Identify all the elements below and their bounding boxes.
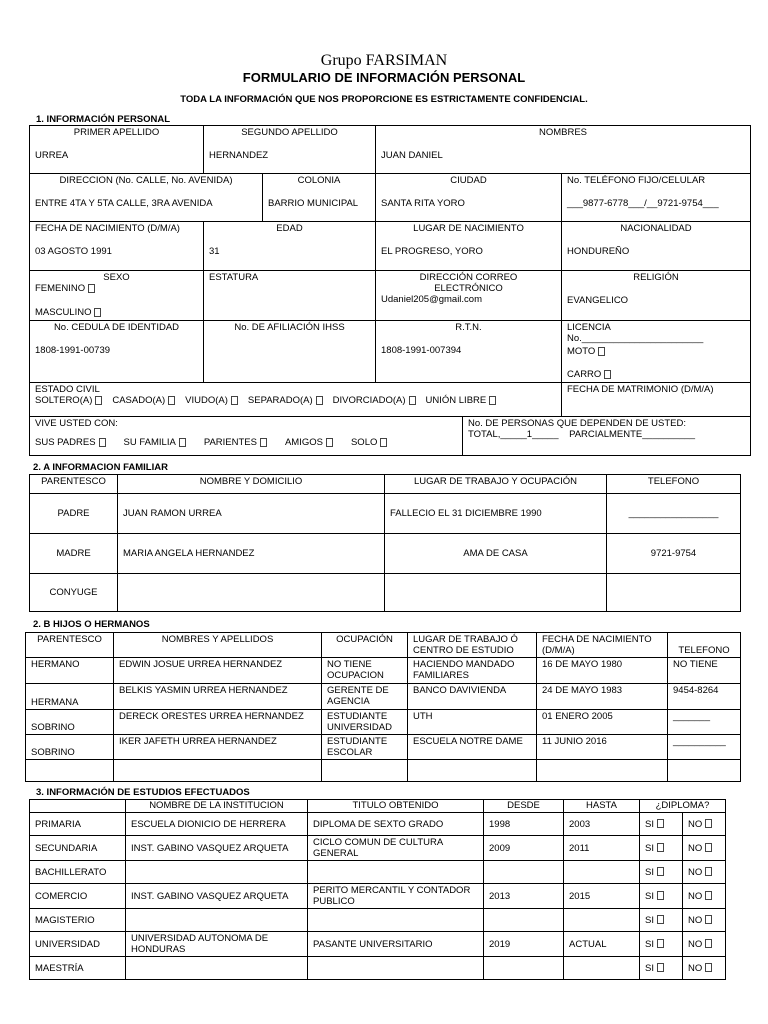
vive-con-checkbox[interactable]	[326, 438, 333, 447]
siblings-header-cell: NOMBRES Y APELLIDOS	[114, 633, 322, 658]
siblings-header-cell: TELEFONO	[668, 633, 741, 658]
siblings-cell: HERMANA	[26, 684, 114, 710]
siblings-cell[interactable]: 24 DE MAYO 1983	[537, 684, 668, 710]
vive-con-checkbox[interactable]	[380, 438, 387, 447]
colonia-cell[interactable]: COLONIA BARRIO MUNICIPAL	[263, 174, 376, 222]
siblings-cell[interactable]	[322, 760, 408, 782]
family-header-row	[30, 475, 741, 494]
studies-cell[interactable]: DIPLOMA DE SEXTO GRADO	[308, 813, 484, 836]
studies-cell[interactable]	[484, 957, 564, 980]
studies-row	[30, 813, 726, 836]
siblings-cell[interactable]: NO TIENE	[668, 658, 741, 684]
studies-cell[interactable]	[564, 861, 640, 884]
siblings-header-cell: FECHA DE NACIMIENTO (D/M/A)	[537, 633, 668, 658]
estado-civil-checkbox[interactable]	[168, 396, 175, 405]
personal-row-2	[29, 173, 751, 222]
nacionalidad-cell[interactable]: NACIONALIDAD HONDUREÑO	[562, 222, 751, 271]
family-cell[interactable]: AMA DE CASA	[385, 534, 607, 574]
siblings-cell: SOBRINO	[26, 735, 114, 760]
family-cell[interactable]	[385, 574, 607, 612]
siblings-cell[interactable]: _______	[668, 710, 741, 735]
diploma-si-cell[interactable]: SI	[640, 861, 683, 884]
diploma-no-checkbox[interactable]	[705, 891, 712, 900]
moto-option[interactable]: MOTO	[567, 346, 745, 357]
siblings-header-row	[26, 633, 741, 658]
diploma-no-checkbox[interactable]	[705, 819, 712, 828]
diploma-si-checkbox[interactable]	[657, 939, 664, 948]
diploma-si-cell[interactable]: SI	[640, 884, 683, 909]
diploma-si-checkbox[interactable]	[657, 963, 664, 972]
ciudad-cell[interactable]: CIUDAD SANTA RITA YORO	[376, 174, 562, 222]
studies-cell[interactable]	[126, 957, 308, 980]
family-header-cell: TELEFONO	[607, 475, 741, 494]
studies-cell[interactable]	[126, 909, 308, 932]
family-row	[30, 534, 741, 574]
studies-cell[interactable]: 2003	[564, 813, 640, 836]
siblings-row	[26, 658, 741, 684]
siblings-header-cell: OCUPACIÓN	[322, 633, 408, 658]
siblings-header-cell: PARENTESCO	[26, 633, 114, 658]
studies-cell[interactable]: INST. GABINO VASQUEZ ARQUETA	[126, 836, 308, 861]
siblings-cell[interactable]	[114, 760, 322, 782]
total-field[interactable]: TOTAL,_____1_____	[468, 429, 559, 440]
studies-cell[interactable]: 1998	[484, 813, 564, 836]
vive-con-option[interactable]: SUS PADRES	[35, 437, 106, 448]
studies-cell[interactable]	[484, 909, 564, 932]
masculino-checkbox[interactable]	[94, 308, 101, 317]
estado-civil-checkbox[interactable]	[316, 396, 323, 405]
diploma-si-cell[interactable]: SI	[640, 957, 683, 980]
siblings-cell[interactable]: 11 JUNIO 2016	[537, 735, 668, 760]
diploma-no-cell[interactable]: NO	[683, 909, 726, 932]
vive-con-option[interactable]: SOLO	[351, 437, 387, 448]
family-cell: PADRE	[30, 494, 118, 534]
diploma-si-cell[interactable]: SI	[640, 836, 683, 861]
studies-row	[30, 932, 726, 957]
vive-con-option[interactable]: AMIGOS	[285, 437, 333, 448]
estado-civil-option[interactable]: DIVORCIADO(A)	[333, 395, 416, 406]
studies-cell: SECUNDARIA	[30, 836, 126, 861]
section-1-title: 1. INFORMACIÓN PERSONAL	[36, 114, 171, 125]
vive-con-option[interactable]: PARIENTES	[204, 437, 267, 448]
vive-con-cell: VIVE USTED CON: SUS PADRES SU FAMILIA PARIENTES AMIGOS SOLO	[30, 417, 463, 456]
estado-civil-option[interactable]: CASADO(A)	[112, 395, 175, 406]
direccion-cell[interactable]: DIRECCION (No. CALLE, No. AVENIDA) ENTRE 4TA Y 5TA CALLE, 3RA AVENIDA	[30, 174, 263, 222]
family-cell[interactable]: _________________	[607, 494, 741, 534]
studies-cell[interactable]	[564, 957, 640, 980]
edad-cell[interactable]: EDAD 31	[204, 222, 376, 271]
fecha-matrimonio-cell[interactable]: FECHA DE MATRIMONIO (D/M/A)	[562, 383, 751, 417]
studies-cell[interactable]: ESCUELA DIONICIO DE HERRERA	[126, 813, 308, 836]
studies-cell[interactable]: 2013	[484, 884, 564, 909]
estado-civil-option[interactable]: SEPARADO(A)	[248, 395, 323, 406]
femenino-option[interactable]: FEMENINO	[35, 283, 198, 294]
diploma-no-cell[interactable]: NO	[683, 884, 726, 909]
section-2a-title: 2. A INFORMACION FAMILIAR	[33, 462, 168, 473]
form-title: FORMULARIO DE INFORMACIÓN PERSONAL	[242, 70, 526, 85]
studies-cell[interactable]: 2015	[564, 884, 640, 909]
family-cell: CONYUGE	[30, 574, 118, 612]
diploma-si-checkbox[interactable]	[657, 891, 664, 900]
estatura-cell[interactable]: ESTATURA	[204, 271, 376, 321]
siblings-cell[interactable]: IKER JAFETH URREA HERNANDEZ	[114, 735, 322, 760]
siblings-cell[interactable]	[537, 760, 668, 782]
diploma-no-checkbox[interactable]	[705, 867, 712, 876]
diploma-si-cell[interactable]: SI	[640, 909, 683, 932]
diploma-no-checkbox[interactable]	[705, 963, 712, 972]
estado-civil-option[interactable]: SOLTERO(A)	[35, 395, 102, 406]
company-name: Grupo FARSIMAN	[320, 52, 448, 69]
siblings-row	[26, 760, 741, 782]
siblings-row	[26, 710, 741, 735]
personal-row-5	[29, 320, 751, 383]
siblings-cell[interactable]	[408, 760, 537, 782]
diploma-no-checkbox[interactable]	[705, 915, 712, 924]
telefono-cell[interactable]: No. TELÉFONO FIJO/CELULAR ___9877-6778___/__9721-9754___	[562, 174, 751, 222]
studies-cell[interactable]: PASANTE UNIVERSITARIO	[308, 932, 484, 957]
moto-checkbox[interactable]	[598, 347, 605, 356]
studies-row	[30, 884, 726, 909]
studies-row	[30, 861, 726, 884]
estado-civil-checkbox[interactable]	[231, 396, 238, 405]
siblings-cell[interactable]	[668, 760, 741, 782]
siblings-cell[interactable]: 16 DE MAYO 1980	[537, 658, 668, 684]
diploma-no-checkbox[interactable]	[705, 843, 712, 852]
studies-row	[30, 909, 726, 932]
siblings-cell: HERMANO	[26, 658, 114, 684]
studies-cell: PRIMARIA	[30, 813, 126, 836]
religion-cell[interactable]: RELIGIÓN EVANGELICO	[562, 271, 751, 321]
studies-cell[interactable]: 2011	[564, 836, 640, 861]
siblings-header-cell: LUGAR DE TRABAJO Ó CENTRO DE ESTUDIO	[408, 633, 537, 658]
siblings-row	[26, 735, 741, 760]
family-header-cell: NOMBRE Y DOMICILIO	[118, 475, 385, 494]
siblings-table	[25, 632, 741, 782]
diploma-si-cell[interactable]: SI	[640, 813, 683, 836]
studies-header-cell: HASTA	[564, 800, 640, 813]
femenino-checkbox[interactable]	[88, 284, 95, 293]
family-cell: MADRE	[30, 534, 118, 574]
family-cell[interactable]: FALLECIO EL 31 DICIEMBRE 1990	[385, 494, 607, 534]
diploma-no-cell[interactable]: NO	[683, 813, 726, 836]
studies-header-cell: NOMBRE DE LA INSTITUCION	[126, 800, 308, 813]
siblings-cell[interactable]: ESTUDIANTE UNIVERSIDAD	[322, 710, 408, 735]
siblings-row	[26, 684, 741, 710]
segundo-apellido-cell[interactable]: SEGUNDO APELLIDO HERNANDEZ	[204, 126, 376, 174]
diploma-no-cell[interactable]: NO	[683, 932, 726, 957]
family-table	[29, 474, 741, 612]
studies-cell[interactable]: CICLO COMUN DE CULTURA GENERAL	[308, 836, 484, 861]
estado-civil-cell: ESTADO CIVIL SOLTERO(A) CASADO(A) VIUDO(A) SEPARADO(A) DIVORCIADO(A) UNIÓN LIBRE	[30, 383, 562, 417]
siblings-cell[interactable]: 9454-8264	[668, 684, 741, 710]
estado-civil-checkbox[interactable]	[489, 396, 496, 405]
licencia-cell: LICENCIA No._______________________ MOTO CARRO	[562, 321, 751, 383]
rtn-cell[interactable]: R.T.N. 1808-1991-007394	[376, 321, 562, 383]
studies-cell[interactable]: UNIVERSIDAD AUTONOMA DE HONDURAS	[126, 932, 308, 957]
siblings-cell[interactable]: BANCO DAVIVIENDA	[408, 684, 537, 710]
estado-civil-checkbox[interactable]	[409, 396, 416, 405]
siblings-cell[interactable]: BELKIS YASMIN URREA HERNANDEZ	[114, 684, 322, 710]
studies-cell[interactable]: PERITO MERCANTIL Y CONTADOR PUBLICO	[308, 884, 484, 909]
diploma-no-cell[interactable]: NO	[683, 836, 726, 861]
studies-row	[30, 957, 726, 980]
studies-cell[interactable]	[564, 909, 640, 932]
family-header-cell: LUGAR DE TRABAJO Y OCUPACIÓN	[385, 475, 607, 494]
siblings-cell[interactable]: GERENTE DE AGENCIA	[322, 684, 408, 710]
dependientes-cell: No. DE PERSONAS QUE DEPENDEN DE USTED: TOTAL,_____1_____ PARCIALMENTE__________	[463, 417, 751, 456]
primer-apellido-cell[interactable]: PRIMER APELLIDO URREA	[30, 126, 204, 174]
nombres-cell[interactable]: NOMBRES JUAN DANIEL	[376, 126, 751, 174]
family-row	[30, 574, 741, 612]
confidential-notice: TODA LA INFORMACIÓN QUE NOS PROPORCIONE ES ESTRICTAMENTE CONFIDENCIAL.	[180, 94, 588, 105]
family-cell[interactable]	[607, 574, 741, 612]
siblings-cell[interactable]: ESTUDIANTE ESCOLAR	[322, 735, 408, 760]
siblings-cell[interactable]: DERECK ORESTES URREA HERNANDEZ	[114, 710, 322, 735]
studies-cell[interactable]	[126, 861, 308, 884]
studies-header-cell: TITULO OBTENIDO	[308, 800, 484, 813]
estado-civil-checkbox[interactable]	[95, 396, 102, 405]
diploma-si-cell[interactable]: SI	[640, 932, 683, 957]
siblings-cell: SOBRINO	[26, 710, 114, 735]
diploma-no-cell[interactable]: NO	[683, 861, 726, 884]
carro-checkbox[interactable]	[604, 370, 611, 379]
diploma-si-checkbox[interactable]	[657, 915, 664, 924]
family-cell[interactable]: MARIA ANGELA HERNANDEZ	[118, 534, 385, 574]
personal-row-4	[29, 270, 751, 321]
masculino-option[interactable]: MASCULINO	[35, 307, 198, 318]
lugar-nacimiento-cell[interactable]: LUGAR DE NACIMIENTO EL PROGRESO, YORO	[376, 222, 562, 271]
fecha-nacimiento-cell[interactable]: FECHA DE NACIMIENTO (D/M/A) 03 AGOSTO 1991	[30, 222, 204, 271]
section-2b-title: 2. B HIJOS O HERMANOS	[33, 619, 150, 630]
studies-header-cell: DESDE	[484, 800, 564, 813]
parcial-field[interactable]: PARCIALMENTE__________	[569, 429, 696, 440]
siblings-cell[interactable]: 01 ENERO 2005	[537, 710, 668, 735]
studies-cell[interactable]	[308, 861, 484, 884]
diploma-si-checkbox[interactable]	[657, 843, 664, 852]
siblings-cell[interactable]: NO TIENE OCUPACION	[322, 658, 408, 684]
diploma-si-checkbox[interactable]	[657, 819, 664, 828]
vive-con-checkbox[interactable]	[179, 438, 186, 447]
studies-cell: COMERCIO	[30, 884, 126, 909]
siblings-cell[interactable]: HACIENDO MANDADO FAMILIARES	[408, 658, 537, 684]
family-header-cell: PARENTESCO	[30, 475, 118, 494]
studies-cell[interactable]: ACTUAL	[564, 932, 640, 957]
sexo-cell: SEXO FEMENINO MASCULINO	[30, 271, 204, 321]
family-cell[interactable]: 9721-9754	[607, 534, 741, 574]
siblings-cell	[26, 760, 114, 782]
family-cell[interactable]	[118, 574, 385, 612]
studies-table	[29, 799, 726, 980]
studies-header-cell: ¿DIPLOMA?	[640, 800, 726, 813]
studies-cell: MAESTRÍA	[30, 957, 126, 980]
personal-row-7	[29, 416, 751, 456]
studies-cell[interactable]	[308, 957, 484, 980]
studies-cell[interactable]	[484, 861, 564, 884]
diploma-si-checkbox[interactable]	[657, 867, 664, 876]
siblings-cell[interactable]: UTH	[408, 710, 537, 735]
family-cell[interactable]: JUAN RAMON URREA	[118, 494, 385, 534]
carro-option[interactable]: CARRO	[567, 369, 745, 380]
diploma-no-cell[interactable]: NO	[683, 957, 726, 980]
vive-con-option[interactable]: SU FAMILIA	[124, 437, 186, 448]
studies-header-row	[30, 800, 726, 813]
cedula-cell[interactable]: No. CEDULA DE IDENTIDAD 1808-1991-00739	[30, 321, 204, 383]
vive-con-checkbox[interactable]	[260, 438, 267, 447]
studies-header-cell	[30, 800, 126, 813]
siblings-cell[interactable]: ESCUELA NOTRE DAME	[408, 735, 537, 760]
studies-cell[interactable]: INST. GABINO VASQUEZ ARQUETA	[126, 884, 308, 909]
studies-cell[interactable]	[308, 909, 484, 932]
studies-row	[30, 836, 726, 861]
personal-row-3	[29, 221, 751, 271]
correo-cell[interactable]: DIRECCIÓN CORREO ELECTRÓNICO Udaniel205@gmail.com	[376, 271, 562, 321]
siblings-cell[interactable]: EDWIN JOSUE URREA HERNANDEZ	[114, 658, 322, 684]
personal-row-6	[29, 382, 751, 417]
studies-cell[interactable]: 2009	[484, 836, 564, 861]
studies-cell[interactable]: 2019	[484, 932, 564, 957]
section-3-title: 3. INFORMACIÓN DE ESTUDIOS EFECTUADOS	[36, 787, 250, 798]
diploma-no-checkbox[interactable]	[705, 939, 712, 948]
estado-civil-option[interactable]: UNIÓN LIBRE	[426, 395, 497, 406]
ihss-cell[interactable]: No. DE AFILIACIÓN IHSS	[204, 321, 376, 383]
studies-cell: BACHILLERATO	[30, 861, 126, 884]
family-row	[30, 494, 741, 534]
estado-civil-option[interactable]: VIUDO(A)	[185, 395, 238, 406]
studies-cell: UNIVERSIDAD	[30, 932, 126, 957]
personal-row-1	[29, 125, 751, 174]
vive-con-checkbox[interactable]	[99, 438, 106, 447]
studies-cell: MAGISTERIO	[30, 909, 126, 932]
siblings-cell[interactable]: __________	[668, 735, 741, 760]
